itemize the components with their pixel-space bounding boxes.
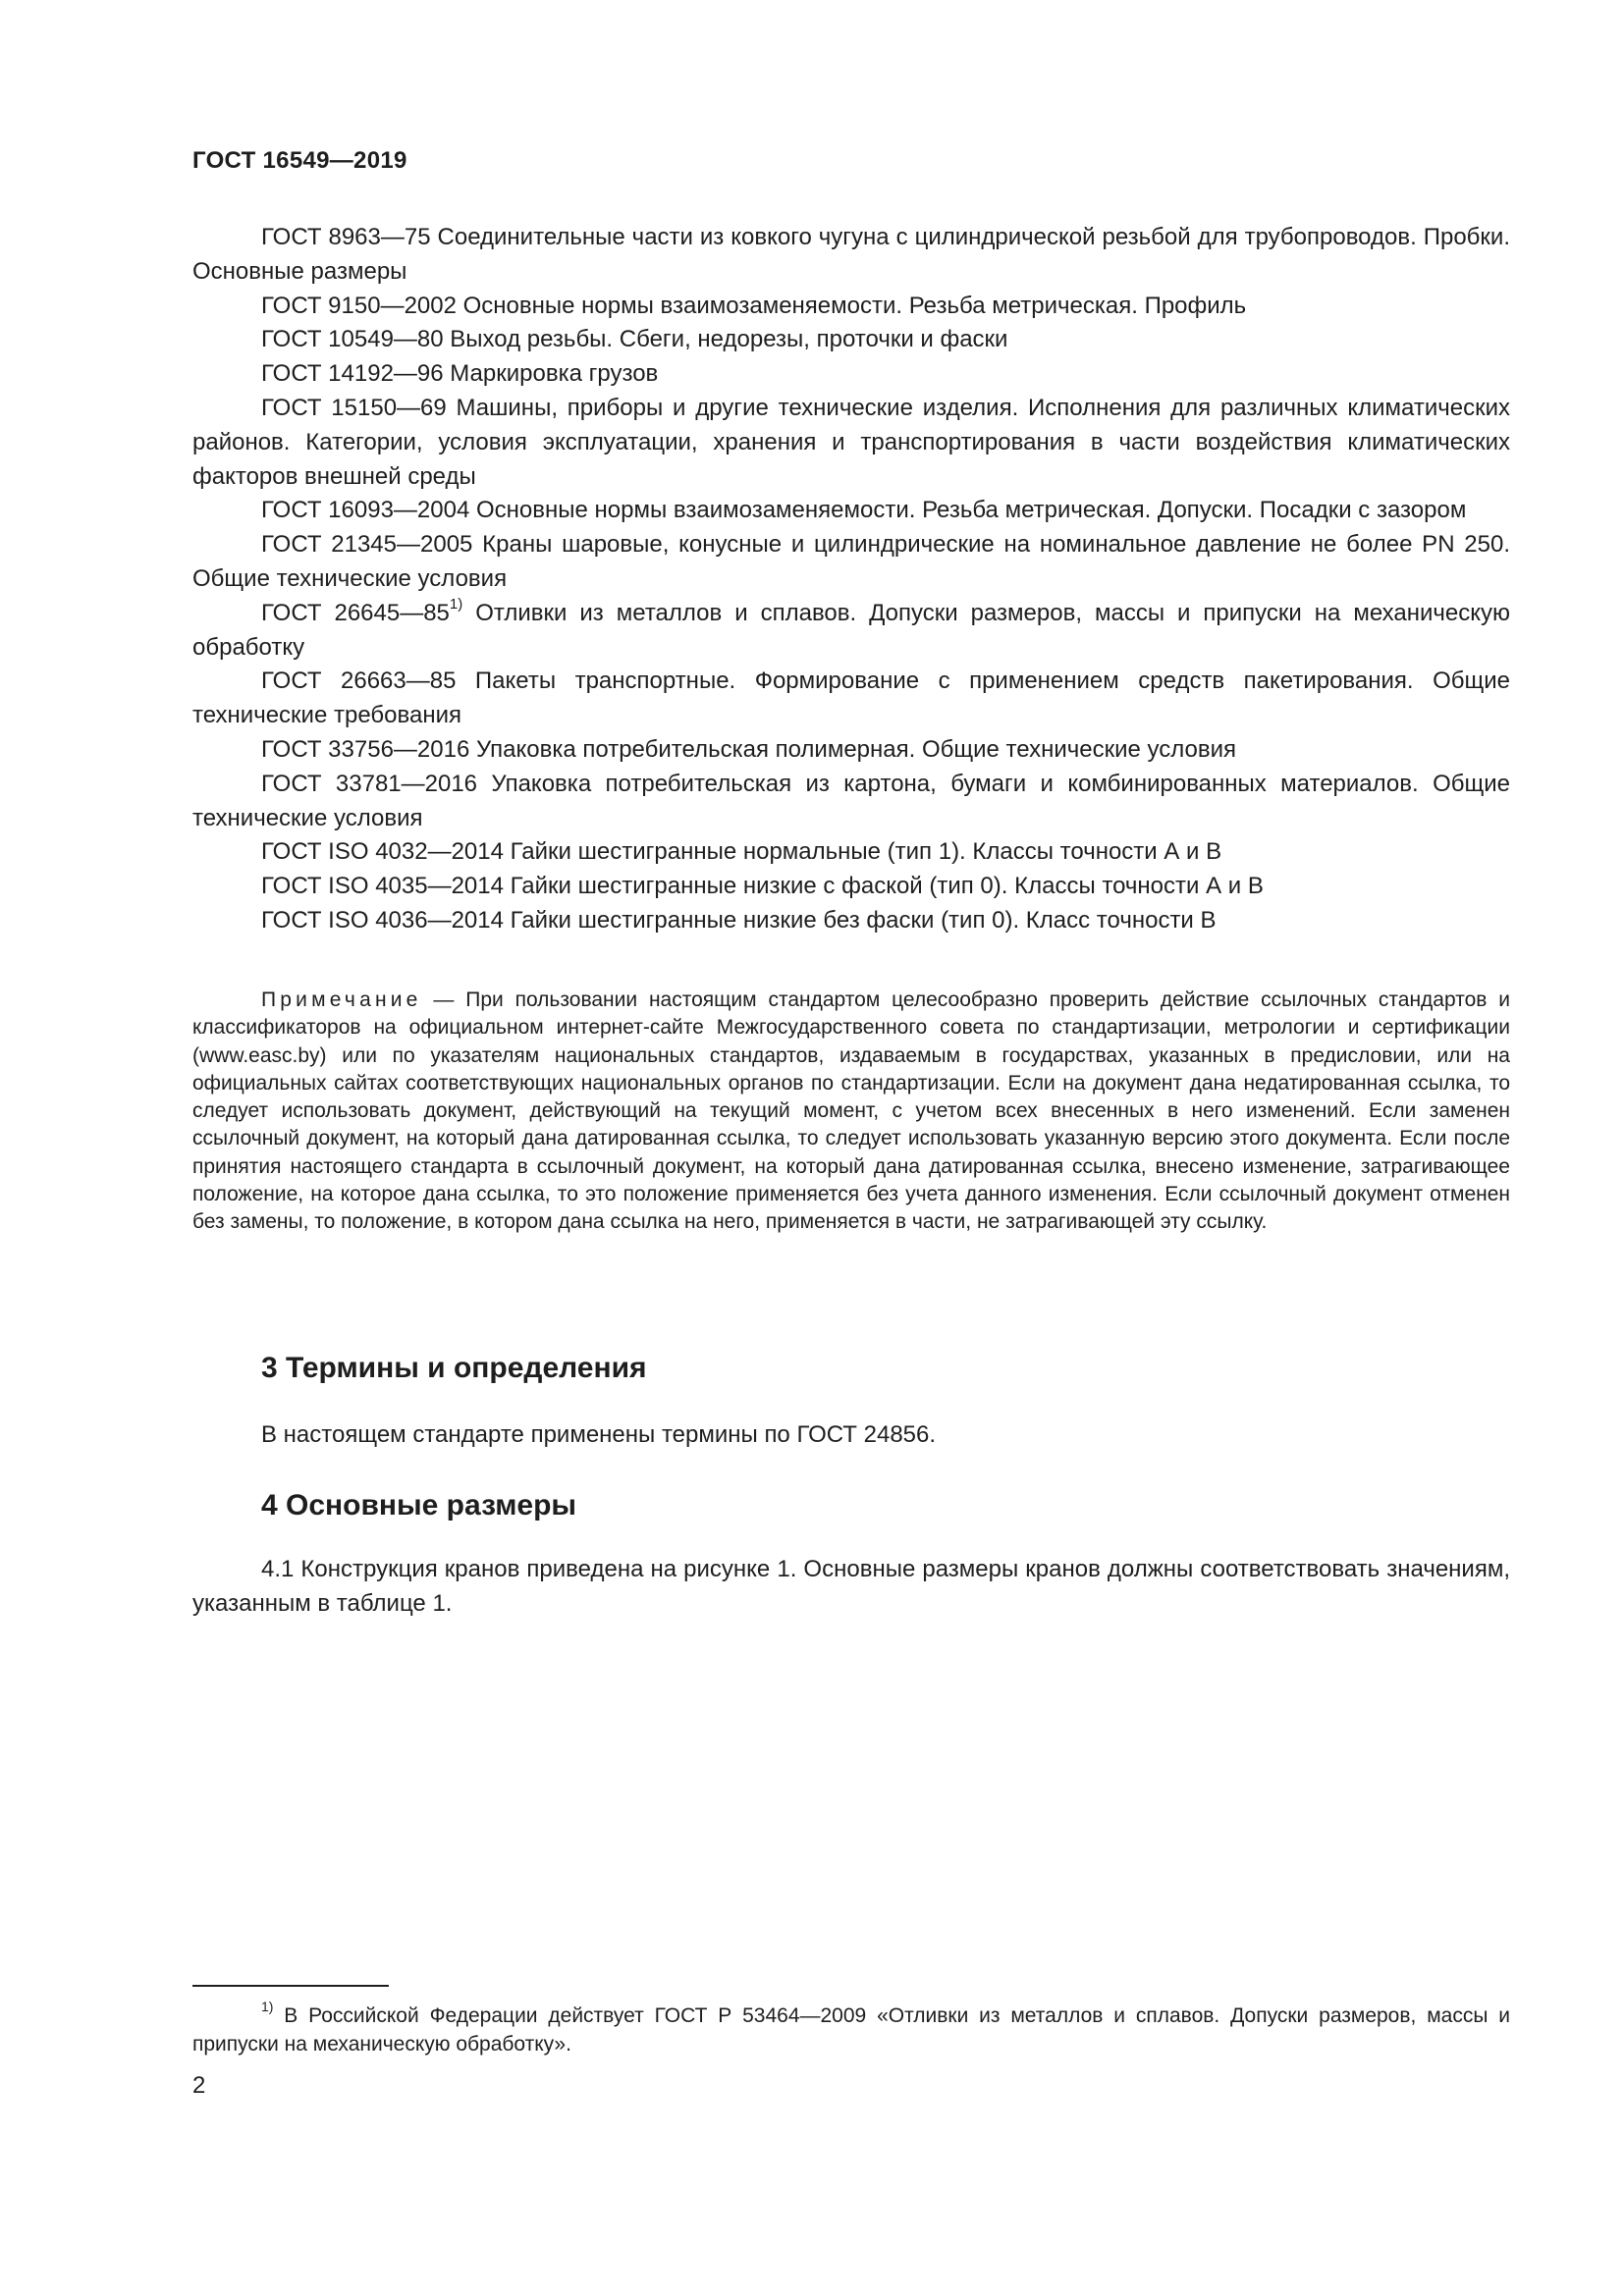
section-3-title: 3 Термины и определения [261, 1352, 647, 1384]
reference-item: ГОСТ 8963—75 Соединительные части из ковкого чугуна с цилиндрической резьбой для трубопроводов. Пробки. Основные размеры [192, 224, 1510, 285]
footnote-marker: 1) [449, 595, 463, 613]
note-label: Примечание [261, 988, 422, 1011]
reference-item: ГОСТ 21345—2005 Краны шаровые, конусные и цилиндрические на номинальное давление не более PN 250. Общие технические условия [192, 531, 1510, 592]
reference-item: ГОСТ 9150—2002 Основные нормы взаимозаменяемости. Резьба метрическая. Профиль [261, 292, 1247, 319]
reference-item: ГОСТ 14192—96 Маркировка грузов [261, 360, 659, 388]
footnote-mark: 1) [261, 1999, 274, 2014]
reference-item: ГОСТ ISO 4032—2014 Гайки шестигранные нормальные (тип 1). Классы точности А и В [261, 838, 1222, 866]
references-note [192, 987, 1510, 1237]
reference-item: ГОСТ 33756—2016 Упаковка потребительская полимерная. Общие технические условия [261, 735, 1237, 763]
reference-item: ГОСТ 26663—85 Пакеты транспортные. Формирование с применением средств пакетирования. Общие технические требования [192, 667, 1510, 729]
footnote-divider [192, 1985, 389, 1987]
section-3-text: В настоящем стандарте применены термины по ГОСТ 24856. [261, 1421, 937, 1448]
document-header: ГОСТ 16549—2019 [192, 147, 407, 174]
reference-item: ГОСТ 16093—2004 Основные нормы взаимозаменяемости. Резьба метрическая. Допуски. Посадки с зазором [261, 497, 1467, 524]
normative-references-list [192, 221, 1510, 938]
section-4-title: 4 Основные размеры [261, 1489, 577, 1522]
reference-item: ГОСТ ISO 4035—2014 Гайки шестигранные низкие с фаской (тип 0). Классы точности А и В [261, 873, 1264, 900]
reference-item: ГОСТ 10549—80 Выход резьбы. Сбеги, недорезы, проточки и фаски [261, 326, 1008, 353]
footnote [192, 1999, 1510, 2058]
reference-title: Отливки из металлов и сплавов. Допуски размеров, массы и припуски на механическую обработку [192, 599, 1510, 661]
page-number: 2 [192, 2072, 206, 2099]
reference-item: ГОСТ 33781—2016 Упаковка потребительская из картона, бумаги и комбинированных материалов. Общие технические условия [192, 770, 1510, 831]
reference-item: ГОСТ ISO 4036—2014 Гайки шестигранные низкие без фаски (тип 0). Класс точности В [261, 906, 1217, 934]
note-text: — При пользовании настоящим стандартом целесообразно проверить действие ссылочных стандартов и классификаторов на официальном интернет-сайте Межгосударственного совета по стандартизации, метрологии и сертификации (www.easc.by) или по указателям национальных стандартов, издаваемым в государствах, указанных в предисловии, или на официальных сайтах соответствующих национальных органов по стандартизации. Если на документ дана недатированная ссылка, то следует использовать документ, действующий на текущий момент, с учетом всех внесенных в него изменений. Если заменен ссылочный документ, на который дана датированная ссылка, то следует использовать указанную версию этого документа. Если после принятия настоящего стандарта в ссылочный документ, на который дана датированная ссылка, внесено изменение, затрагивающее положение, на которое дана ссылка, то это положение применяется без учета данного изменения. Если ссылочный документ отменен без замены, то положение, в котором дана ссылка на него, применяется в части, не затрагивающей эту ссылку. [192, 988, 1510, 1234]
footnote-text: В Российской Федерации действует ГОСТ Р 53464—2009 «Отливки из металлов и сплавов. Допуски размеров, массы и припуски на механическую обработку». [192, 2004, 1510, 2056]
section-4-1-text: 4.1 Конструкция кранов приведена на рисунке 1. Основные размеры кранов должны соответствовать значениям, указанным в таблице 1. [192, 1556, 1510, 1617]
reference-item [192, 597, 1510, 666]
reference-item: ГОСТ 15150—69 Машины, приборы и другие технические изделия. Исполнения для различных климатических районов. Категории, условия эксплуатации, хранения и транспортирования в части воздействия климатических факторов внешней среды [192, 394, 1510, 490]
reference-code: ГОСТ 26645—85 [261, 599, 450, 626]
